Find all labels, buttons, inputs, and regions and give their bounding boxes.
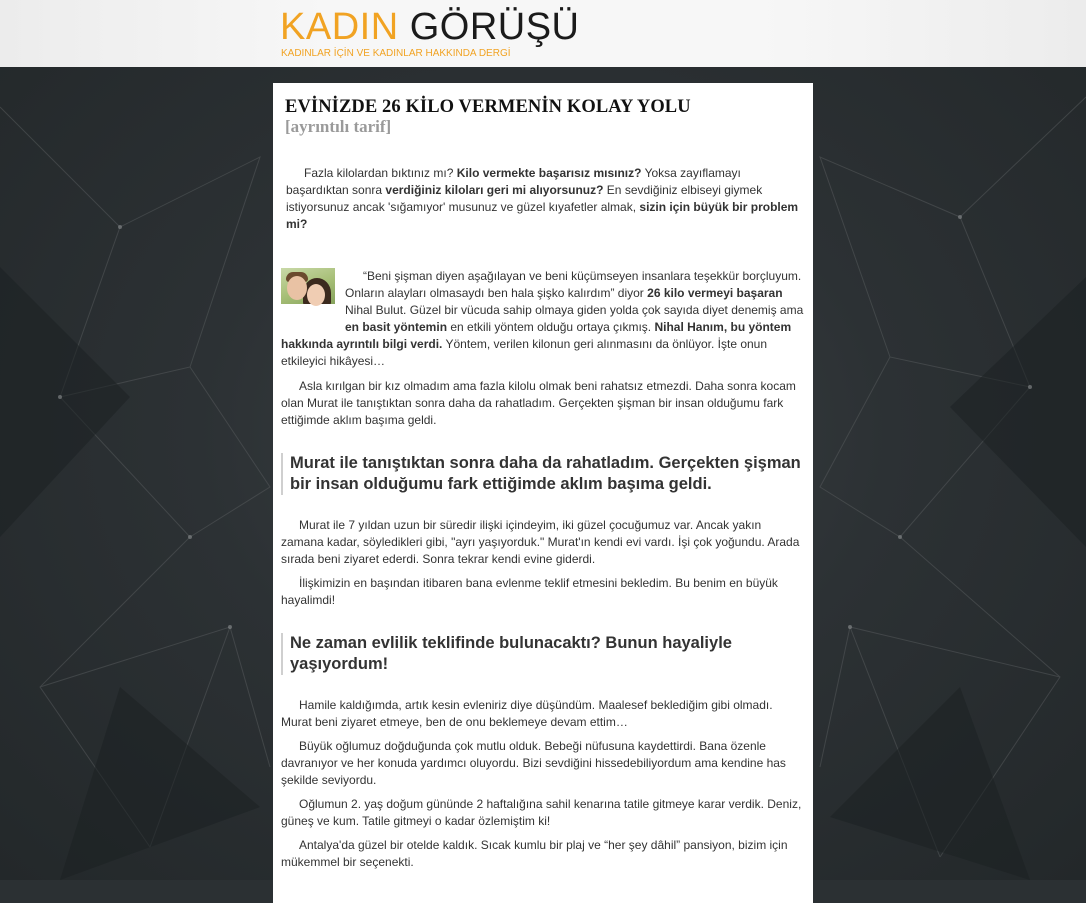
paragraph-3: Asla kırılgan bir kız olmadım ama fazla kilolu olmak beni rahatsız etmezdi. Daha sonra kocam olan Murat ile tanıştıktan sonra daha da rahatladım. Gerçekten şişman bir insan olduğumu fark ettiğimde aklım başıma geldi. bbox=[281, 379, 796, 427]
story-bold-2: en basit yöntemin bbox=[345, 320, 448, 334]
intro-text-1: Fazla kilolardan bıktınız mı? bbox=[304, 166, 457, 180]
article-card bbox=[273, 83, 813, 903]
paragraph-7: Büyük oğlumuz doğduğunda çok mutlu olduk. Bebeği nüfusuna kaydettirdi. Bana özenle davranıyor ve her konuda yardımcı oluyordu. Bizi sevdiğini hissedebiliyordum ama kendine has şekilde seviyordu. bbox=[281, 739, 786, 787]
article-title: EVİNİZDE 26 KİLO VERMENİN KOLAY YOLU bbox=[285, 97, 691, 117]
intro-bold-2: verdiğiniz kiloları geri mi alıyorsunuz? bbox=[385, 183, 604, 197]
photo-face-woman bbox=[307, 284, 325, 306]
story-intro-paragraph bbox=[281, 268, 805, 370]
paragraph-8: Oğlumun 2. yaş doğum gününde 2 haftalığına sahil kenarına tatile gitmeye karar verdik. Deniz, güneş ve kum. Tatile gitmeyi o kadar özlemiştim ki! bbox=[281, 797, 802, 828]
story-intro-block bbox=[281, 268, 805, 370]
paragraph-4: Murat ile 7 yıldan uzun bir süredir ilişki içindeyim, iki güzel çocuğumuz var. Ancak yakın zamana kadar, söyledikleri gibi, "ayrı yaşıyorduk." Murat'ın kendi evi vardı. İşi çok yoğundu. Arada sırada beni ziyaret ederdi. Sonra tekrar kendi evine giderdi. bbox=[281, 518, 800, 566]
pull-quote-2: Ne zaman evlilik teklifinde bulunacaktı? Bunun hayaliyle yaşıyordum! bbox=[281, 633, 805, 675]
intro-text-3: En sevdiğiniz elbiseyi giymek istiyorsunuz ancak 'sığamıyor' musunuz ve güzel kıyafetler almak, bbox=[286, 183, 763, 214]
intro-text-2: Yoksa zayıflamayı başardıktan sonra bbox=[286, 166, 741, 197]
story-bold-3: Nihal Hanım, bu yöntem hakkında ayrıntılı bilgi verdi. bbox=[281, 320, 792, 351]
photo-face-man bbox=[287, 276, 307, 300]
intro-bold-3: sizin için büyük bir problem mi? bbox=[286, 200, 799, 231]
site-tagline: KADINLAR İÇİN VE KADINLAR HAKKINDA DERGİ bbox=[281, 48, 511, 59]
paragraph-9: Antalya'da güzel bir otelde kaldık. Sıcak kumlu bir plaj ve “her şey dâhil” pansiyon, bizim için mükemmel bir seçenekti. bbox=[281, 838, 788, 869]
couple-photo bbox=[281, 268, 335, 322]
photo-shirt bbox=[281, 304, 335, 322]
logo-word-gorusu: GÖRÜŞÜ bbox=[409, 6, 580, 48]
site-logo[interactable] bbox=[280, 5, 580, 49]
story-text-1: “Beni şişman diyen aşağılayan ve beni küçümseyen insanlara teşekkür borçluyum. Onların alayları olmasaydı ben hala şişko kalırdım” diyor bbox=[345, 269, 802, 300]
story-bold-1: 26 kilo vermeyi başaran bbox=[647, 286, 783, 300]
pull-quote-1: Murat ile tanıştıktan sonra daha da rahatladım. Gerçekten şişman bir insan olduğumu fark ettiğimde aklım başıma geldi. bbox=[281, 453, 805, 495]
logo-word-kadin: KADIN bbox=[280, 6, 399, 48]
story-text-2: Nihal Bulut. Güzel bir vücuda sahip olmaya giden yolda çok sayıda diyet denemiş ama bbox=[345, 303, 804, 317]
paragraph-5: İlişkimizin en başından itibaren bana evlenme teklif etmesini bekledim. Bu benim en büyük hayalimdi! bbox=[281, 576, 778, 607]
story-text-4: Yöntem, verilen kilonun geri alınmasını da önlüyor. İşte onun etkileyici hikâyesi… bbox=[281, 337, 768, 368]
intro-bold-1: Kilo vermekte başarısız mısınız? bbox=[456, 166, 642, 180]
article-subtitle: [ayrıntılı tarif] bbox=[285, 117, 392, 136]
paragraph-6: Hamile kaldığımda, artık kesin evleniriz diye düşündüm. Maalesef beklediğim gibi olmadı. Murat beni ziyaret etmeye, ben de onu beklemeye devam ettim… bbox=[281, 698, 773, 729]
story-text-3: en etkili yöntem olduğu ortaya çıkmış. bbox=[447, 320, 655, 334]
site-header bbox=[0, 0, 1086, 67]
intro-paragraph bbox=[286, 165, 805, 233]
